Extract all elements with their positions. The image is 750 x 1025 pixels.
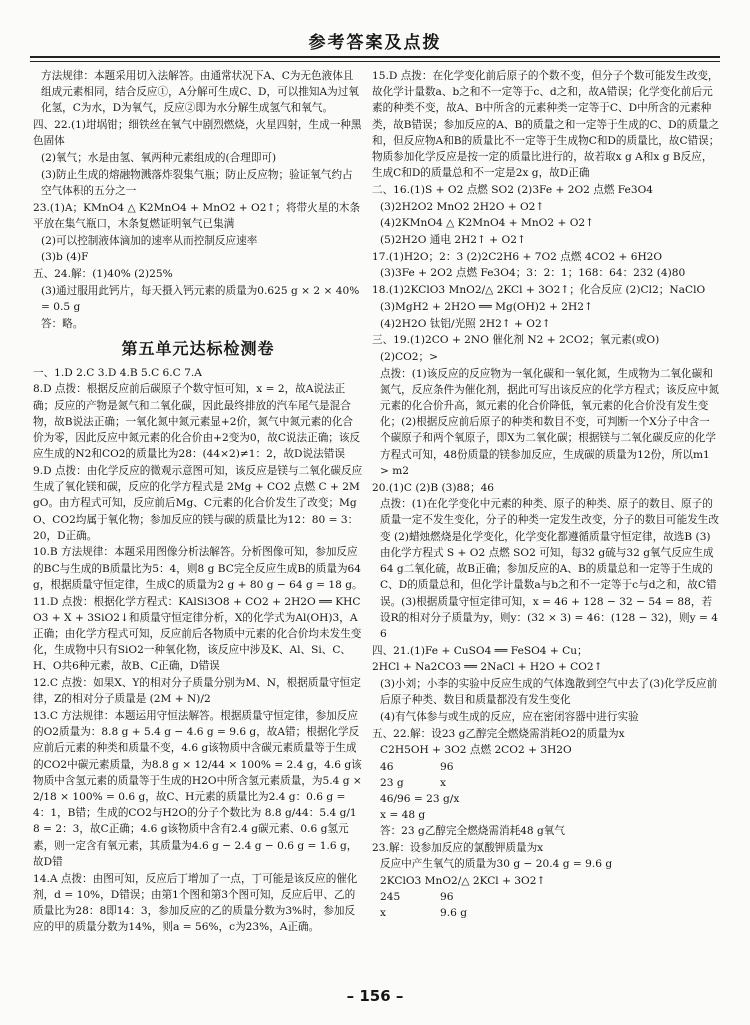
equation-line: 2KClO3 MnO2/△ 2KCl + 3O2↑ xyxy=(380,874,546,887)
calc-value: 46 xyxy=(380,760,394,773)
calc-value: 9.6 g xyxy=(440,907,467,920)
equation-line: 17.(1)H2O；2：3 (2)2C2H6 + 7O2 点燃 4CO2 + 6H2O xyxy=(372,250,663,263)
equation-line: 三、19.(1)2CO + 2NO 催化剂 N2 + 2CO2；氧元素(或O) xyxy=(372,334,660,347)
text-paragraph: 答：略。 xyxy=(41,317,84,330)
calc-value: 96 xyxy=(440,760,454,773)
answer-line: 答：23 g乙醇完全燃烧需消耗48 g氧气 xyxy=(380,825,565,838)
text-paragraph: 四、22.(1)坩埚钳；细铁丝在氧气中剧烈燃烧，火星四射，生成一种黑色固体 xyxy=(33,119,362,148)
equation-line: 二、16.(1)S + O2 点燃 SO2 (2)3Fe + 2O2 点燃 Fe3O4 xyxy=(372,183,653,196)
left-column xyxy=(33,68,363,983)
text-paragraph: (2)CO2；> xyxy=(380,350,439,363)
text-paragraph: 15.D 点拨：在化学变化前后原子的个数不变，但分子个数可能发生改变，故化学计量数a、b之和不一定等于c、d之和，故A错误；化学变化前后元素的种类不变，故A、B中所含的元素种类一定等于C、D中所含的元素种类，故B错误；参加反应的A、B的质量之和一定等于生成的C、D的质量之和，但反应物A和B的质量比不一定等于生成物C和D的质量比，故C错误；物质参加化学反应是按一定的质量比进行的，故若取x g A和x g B反应，生成C和D的质量总和不一定是2x g，故D正确 xyxy=(372,70,720,180)
text-paragraph: (3)小刘；小李的实验中反应生成的气体逸散到空气中去了(3)化学反应前后原子种类、数目和质量都没有发生变化 xyxy=(380,678,718,707)
right-column xyxy=(372,68,720,983)
calculation-block xyxy=(372,873,720,922)
page-title: 参考答案及点拨 xyxy=(308,33,442,53)
text-paragraph: 12.C 点拨：如果X、Y的相对分子质量分别为M、N，根据质量守恒定律，Z的相对分子质量是 (2M + N)/2 xyxy=(33,677,361,706)
calc-value: 23 g xyxy=(380,776,404,789)
text-paragraph: (3)b (4)F xyxy=(41,251,89,264)
equation-line: (3)MgH2 + 2H2O ══ Mg(OH)2 + 2H2↑ xyxy=(380,300,593,313)
text-paragraph: 20.(1)C (2)B (3)88；46 xyxy=(372,481,495,494)
header-rule xyxy=(30,61,720,62)
calc-ratio: 46/96 = 23 g/x xyxy=(380,792,460,805)
calc-value: 96 xyxy=(440,891,454,904)
calc-row xyxy=(380,905,720,921)
calc-row xyxy=(380,889,720,905)
text-paragraph: 10.B 方法规律：本题采用图像分析法解答。分析图像可知，参加反应的BC与生成的B质量比为5：4，则8 g BC完全反应生成B的质量为64 g，根据质量守恒定律，生成C的质量为2 g + 80 g − 64 g = 18 g。 xyxy=(33,546,363,591)
equation-line: (4)2H2O 钛铝/光照 2H2↑ + O2↑ xyxy=(380,317,551,330)
text-paragraph: 点拨：(1)该反应的反应物为一氧化碳和一氧化氮，生成物为二氧化碳和氮气，反应条件为催化剂，据此可写出该反应的化学方程式；该反应中氮元素的化合价升高，氮元素的化合价降低，氧元素的化合价没有发生变化；(2)根据反应前后原子的种类和数目不变，可判断一个X分子中含一个碳原子和两个氧原子，即X为二氧化碳；根据镁与二氧化碳反应的化学方程式可知，48份质量的镁参加反应，生成碳的质量为12份，所以m1 > m2 xyxy=(380,367,719,477)
section-title: 第五单元达标检测卷 xyxy=(121,338,275,358)
answer-list: 一、1.D 2.C 3.D 4.B 5.C 6.C 7.A xyxy=(33,366,202,379)
text-paragraph: (2)氧气；水是由氢、氧两种元素组成的(合理即可) xyxy=(41,152,277,165)
text-paragraph: 方法规律：本题采用切入法解答。由通常状况下A、C为无色液体且组成元素相同，结合反应①，A分解可生成C、D，可以推知A为过氧化氢，C为水，D为氧气，反应②即为水分解生成氢气和氧气。 xyxy=(41,70,359,115)
calc-row xyxy=(380,759,720,775)
calc-value: x xyxy=(440,776,446,789)
equation-line: (3)2H2O2 MnO2 2H2O + O2↑ xyxy=(380,200,545,213)
text-paragraph: 11.D 点拨：根据化学方程式：KAlSi3O8 + CO2 + 2H2O ══ KHCO3 + X + 3SiO2↓和质量守恒定律分析，X的化学式为Al(OH)3，A正确；由化学方程式可知，反应前后各物质中元素的化合价均未发生变化，生成物中只有SiO2一种氧化物，该反应中涉及K、Al、Si、C、H、O共6种元素，故B、C正确，D错误 xyxy=(33,595,362,673)
calc-result: x = 48 g xyxy=(380,809,426,822)
equation-line: (5)2H2O 通电 2H2↑ + O2↑ xyxy=(380,234,526,247)
text-paragraph: 8.D 点拨：根据反应前后碳原子个数守恒可知，x = 2，故A说法正确；反应的产物是氮气和二氧化碳，因此最终排放的汽车尾气是混合物，故B说法正确；一氧化氮中氮元素显+2价，氮气中氮元素的化合价为零，因此反应中氮元素的化合价由+2变为0，故C说法正确；该反应生成的N2和CO2的质量比为28：(44×2)≠1：2，故D说法错误 xyxy=(33,383,361,461)
equation-line: (4)2KMnO4 △ K2MnO4 + MnO2 + O2↑ xyxy=(380,217,595,230)
text-paragraph: 点拨：(1)在化学变化中元素的种类、原子的种类、原子的数目、原子的质量一定不发生变化，分子的种类一定发生改变，分子的数目可能发生改变 (2)蜡烛燃烧是化学变化，化学变化都遵循质量守恒定律，故选B (3)由化学方程式 S + O2 点燃 SO2 可知，每32 g硫与32 g氧气反应生成64 g二氧化硫，故B正确；参加反应的A、B的质量总和一定等于生成的C、D的质量总和，但化学计量数a与b之和不一定等于c与d之和，故C错误。(3)根据质量守恒定律可知，x = 46 + 128 − 32 − 54 = 88，若设R的相对分子质量为y，则y：(32 × 3) = 46：(128 − 32)，则y = 46 xyxy=(380,498,719,640)
text-paragraph: (4)有气体参与或生成的反应，应在密闭容器中进行实验 xyxy=(380,710,639,723)
page-header xyxy=(30,26,720,58)
text-paragraph: 反应中产生氧气的质量为30 g − 20.4 g = 9.6 g xyxy=(380,858,613,871)
text-paragraph: 9.D 点拨：由化学反应的微观示意图可知，该反应是镁与二氧化碳反应生成了氧化镁和碳，反应的化学方程式是 2Mg + CO2 点燃 C + 2MgO。由方程式可知，反应前后Mg、C元素的化合价发生了改变；MgO、CO2均属于氧化物；参加反应的镁与碳的质量比为12：80 = 3：20，D正确。 xyxy=(33,464,363,542)
text-paragraph: 14.A 点拨：由图可知，反应后丁增加了一点，丁可能是该反应的催化剂，d = 10%，D错误；由第1个图和第3个图可知，反应后甲、乙的质量比为28：8即14：3，参加反应的乙的质量分数为3%时，参加反应的甲的质量分数为14%，则a = 56%，c为23%，A正确。 xyxy=(33,872,358,934)
calc-value: x xyxy=(380,907,386,920)
calculation-block xyxy=(372,742,720,839)
calc-value: 245 xyxy=(380,891,401,904)
equation-line: 2HCl + Na2CO3 ══ 2NaCl + H2O + CO2↑ xyxy=(372,661,603,674)
calc-row xyxy=(380,775,720,791)
equation-line: C2H5OH + 3O2 点燃 2CO2 + 3H2O xyxy=(380,744,572,757)
text-paragraph: 13.C 方法规律：本题运用守恒法解答。根据质量守恒定律，参加反应的O2质量为：8.8 g + 5.4 g − 4.6 g = 9.6 g，故A错；根据化学反应前后元素的种类和质量不变，4.6 g该物质中含碳元素质量等于生成的CO2中碳元素质量，为8.8 g × 12/44 × 100% = 2.4 g，4.6 g该物质中含氢元素的质量等于生成的H2O中所含氢元素质量，为5.4 g × 2/18 × 100% = 0.6 g，故C、H元素的质量比为2.4 g：0.6 g = 4：1，B错；生成的CO2与H2O的分子个数比为 8.8 g/44：5.4 g/18 = 2：3，故C正确；4.6 g该物质中含有2.4 g碳元素、0.6 g氢元素，则一定含有氧元素，其质量为4.6 g − 2.4 g − 0.6 g = 1.6 g，故D错 xyxy=(33,710,362,868)
text-paragraph: 23.解：设参加反应的氯酸钾质量为x xyxy=(372,841,544,854)
text-paragraph: (3)防止生成的熔融物溅落炸裂集气瓶；防止反应物；验证氧气约占空气体积的五分之一 xyxy=(41,168,353,197)
equation-line: 四、21.(1)Fe + CuSO4 ══ FeSO4 + Cu； xyxy=(372,644,588,657)
equation-line: 18.(1)2KClO3 MnO2/△ 2KCl + 3O2↑；化合反应 (2)Cl2；NaClO xyxy=(372,284,706,297)
page-number: – 156 – xyxy=(346,987,404,1005)
text-paragraph: (3)通过服用此钙片，每天摄入钙元素的质量为0.625 g × 2 × 40% = 0.5 g xyxy=(41,284,360,313)
equation-line: (3)3Fe + 2O2 点燃 Fe3O4；3：2：1；168：64：232 (4)80 xyxy=(380,267,686,280)
text-paragraph: (2)可以控制液体滴加的速率从而控制反应速率 xyxy=(41,234,258,247)
text-paragraph: 五、22.解：设23 g乙醇完全燃烧需消耗O2的质量为x xyxy=(372,727,625,740)
text-paragraph: 五、24.解：(1)40% (2)25% xyxy=(33,267,173,280)
text-paragraph: 23.(1)A；KMnO4 △ K2MnO4 + MnO2 + O2↑；将带火星的木条平放在集气瓶口，木条复燃证明氧气已集满 xyxy=(33,201,361,230)
